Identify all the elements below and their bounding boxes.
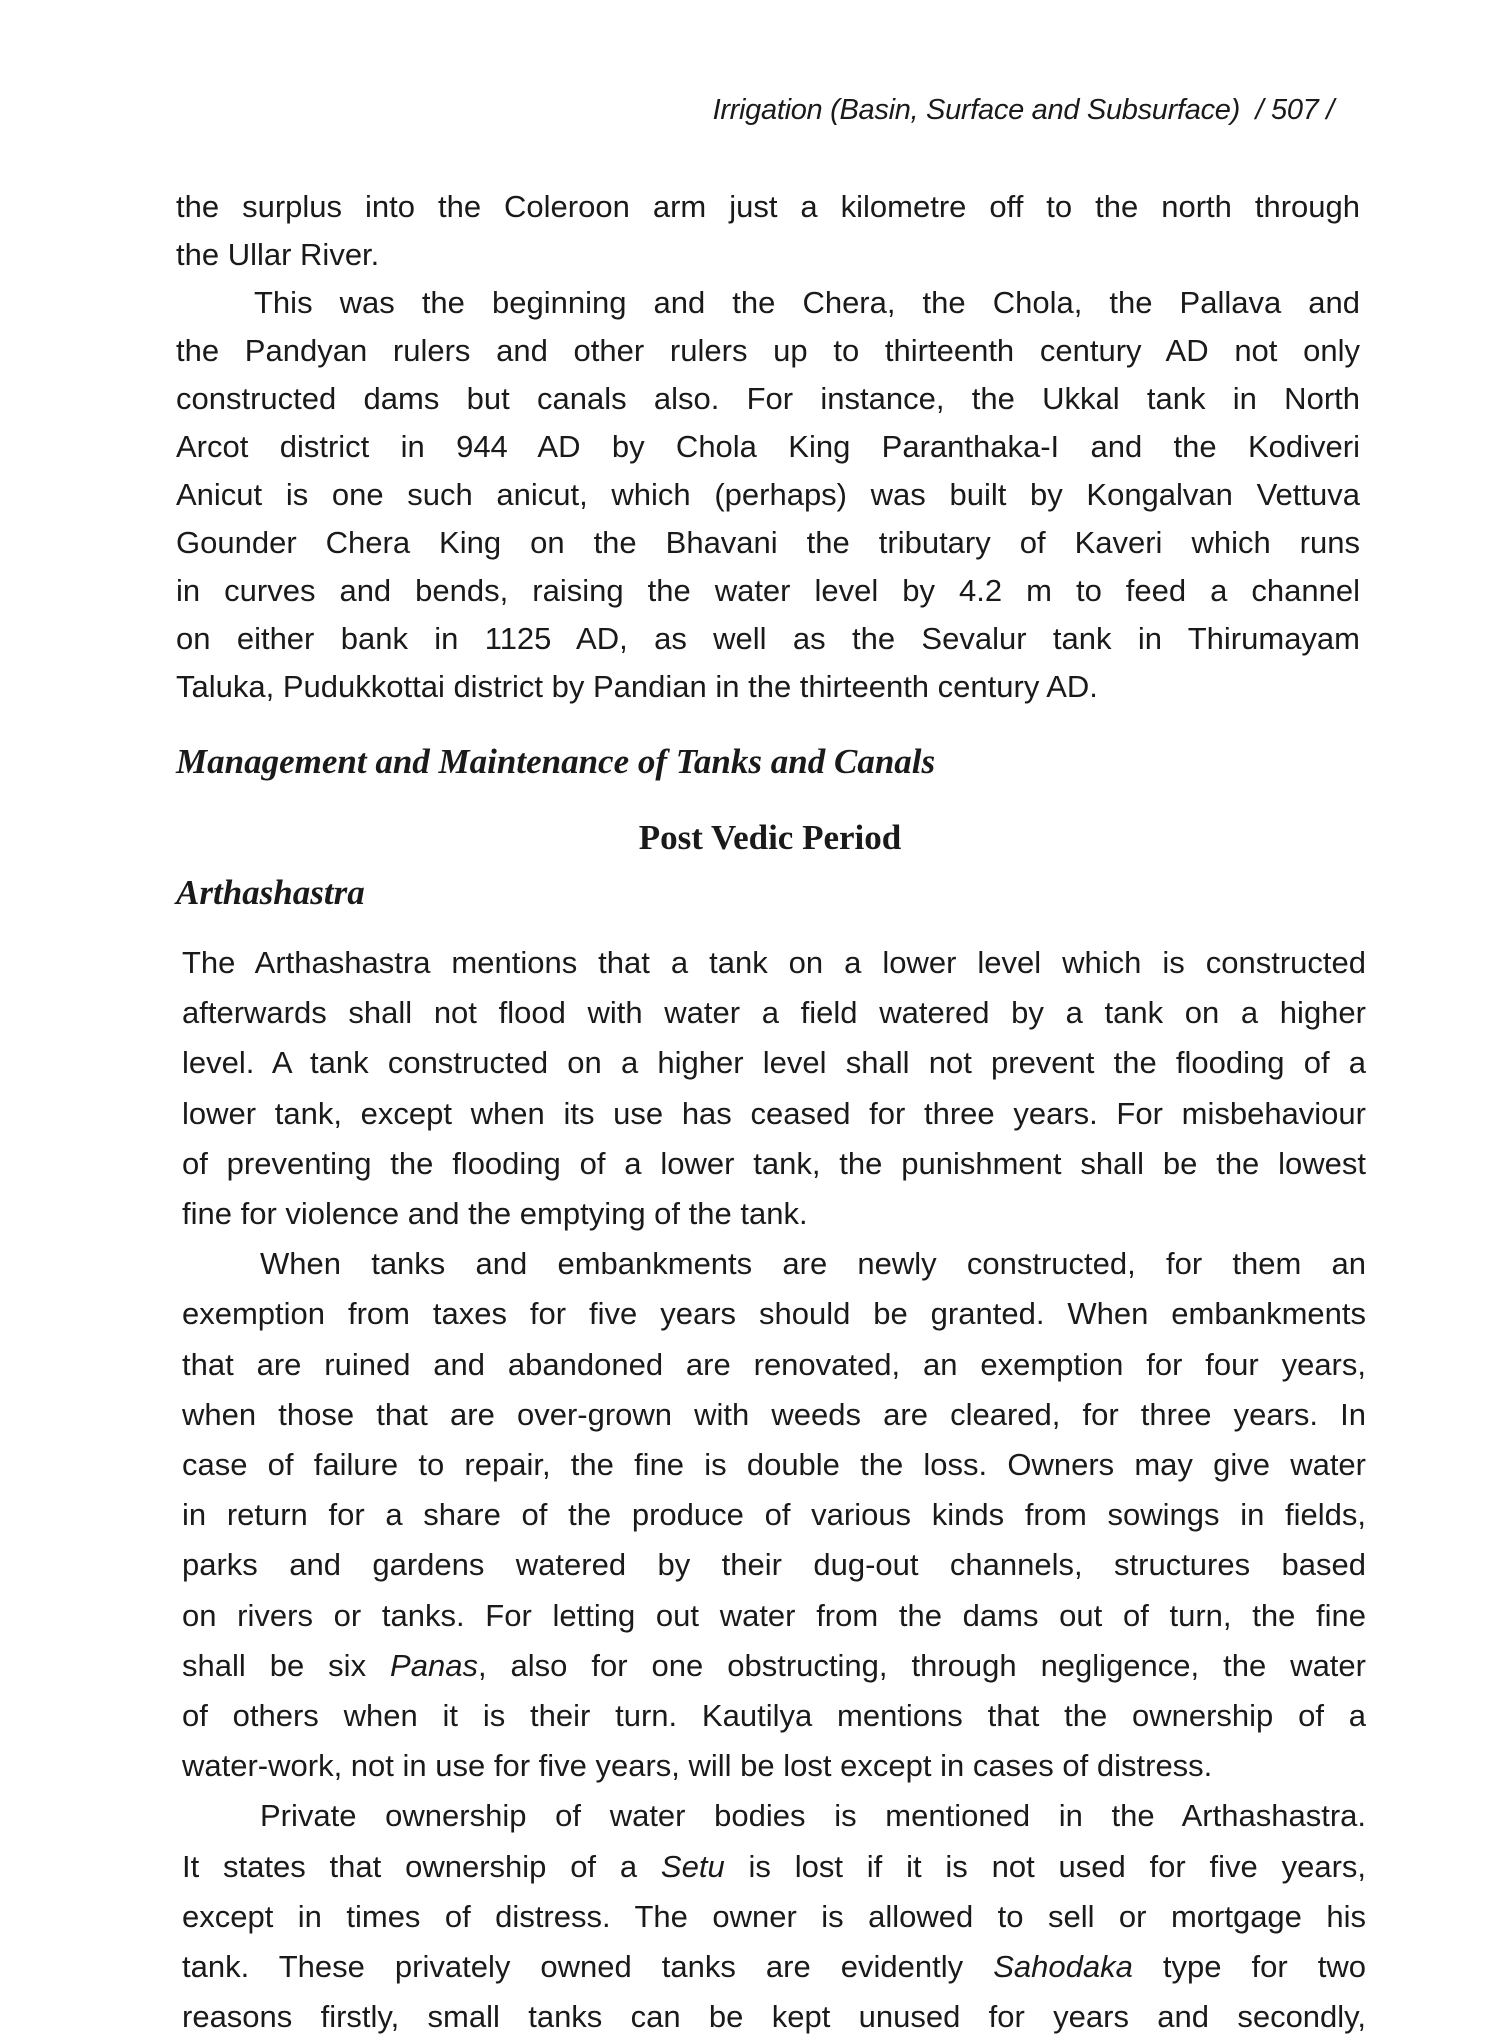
text-line: parks and gardens watered by their dug-out channels, structures based xyxy=(182,1547,1366,1583)
text-line: Taluka, Pudukkottai district by Pandian in the thirteenth century AD. xyxy=(176,669,1098,704)
text-line: fine for violence and the emptying of the tank. xyxy=(182,1196,808,1232)
text-line: of preventing the flooding of a lower tank, the punishment shall be the lowest xyxy=(182,1145,1366,1181)
text-line: exemption from taxes for five years should be granted. When embankments xyxy=(182,1296,1366,1332)
text-line: except in times of distress. The owner is allowed to sell or mortgage his xyxy=(182,1898,1366,1934)
text-line: when those that are over-grown with weeds are cleared, for three years. In xyxy=(182,1396,1366,1432)
text-segment: , also for one obstructing, through negligence, the water xyxy=(477,1647,1366,1683)
text-line: The Arthashastra mentions that a tank on a lower level which is constructed xyxy=(182,945,1366,980)
text-line: that are ruined and abandoned are renovated, an exemption for four years, xyxy=(182,1346,1366,1382)
text-line: the Pandyan rulers and other rulers up to thirteenth century AD not only xyxy=(176,333,1360,368)
body-bottom xyxy=(182,938,1366,2042)
text-line: water-work, not in use for five years, will be lost except in cases of distress. xyxy=(182,1748,1213,1784)
text-line: lower tank, except when its use has ceased for three years. For misbehaviour xyxy=(182,1095,1366,1131)
running-title: Irrigation (Basin, Surface and Subsurface) xyxy=(712,94,1240,126)
section-heading: Management and Maintenance of Tanks and Canals xyxy=(176,742,936,781)
running-header xyxy=(713,94,1334,127)
page-number: / 507 / xyxy=(1255,94,1334,126)
text-line: the surplus into the Coleroon arm just a kilometre off to the north through xyxy=(176,189,1360,224)
text-line xyxy=(182,1842,1366,1892)
text-line xyxy=(182,1942,1366,1992)
text-line: When tanks and embankments are newly constructed, for them an xyxy=(260,1246,1366,1282)
text-line: case of failure to repair, the fine is double the loss. Owners may give water xyxy=(182,1447,1366,1483)
text-line: Arcot district in 944 AD by Chola King Paranthaka-I and the Kodiveri xyxy=(176,429,1360,464)
text-line: in curves and bends, raising the water level by 4.2 m to feed a channel xyxy=(176,573,1360,608)
text-line: afterwards shall not flood with water a field watered by a tank on a higher xyxy=(182,995,1366,1031)
text-line: the Ullar River. xyxy=(176,237,380,272)
text-line: of others when it is their turn. Kautilya mentions that the ownership of a xyxy=(182,1698,1366,1734)
italic-term: Panas xyxy=(390,1647,478,1683)
text-segment: It states that ownership of a xyxy=(182,1848,661,1884)
body-top xyxy=(176,183,1360,711)
text-line: on rivers or tanks. For letting out water from the dams out of turn, the fine xyxy=(182,1597,1366,1633)
text-line: Anicut is one such anicut, which (perhaps) was built by Kongalvan Vettuva xyxy=(176,477,1360,512)
text-line: on either bank in 1125 AD, as well as the Sevalur tank in Thirumayam xyxy=(176,621,1360,656)
text-segment: tank. These privately owned tanks are evidently xyxy=(182,1949,994,1985)
text-line: constructed dams but canals also. For instance, the Ukkal tank in North xyxy=(176,381,1360,416)
text-segment: type for two xyxy=(1132,1949,1366,1985)
subsection-heading: Arthashastra xyxy=(176,873,365,912)
text-line xyxy=(182,1641,1366,1691)
text-line: level. A tank constructed on a higher level shall not prevent the flooding of a xyxy=(182,1045,1366,1081)
italic-term: Setu xyxy=(660,1848,725,1884)
text-line: This was the beginning and the Chera, the Chola, the Pallava and xyxy=(254,285,1360,320)
text-segment: shall be six xyxy=(182,1647,391,1683)
text-line: in return for a share of the produce of various kinds from sowings in fields, xyxy=(182,1497,1366,1533)
text-line: Gounder Chera King on the Bhavani the tributary of Kaveri which runs xyxy=(176,525,1360,560)
text-line: reasons firstly, small tanks can be kept unused for years and secondly, xyxy=(182,1999,1366,2035)
period-heading: Post Vedic Period xyxy=(638,818,902,857)
italic-term: Sahodaka xyxy=(993,1949,1133,1985)
text-segment: is lost if it is not used for five years, xyxy=(724,1848,1366,1884)
text-line: Private ownership of water bodies is mentioned in the Arthashastra. xyxy=(260,1798,1366,1834)
